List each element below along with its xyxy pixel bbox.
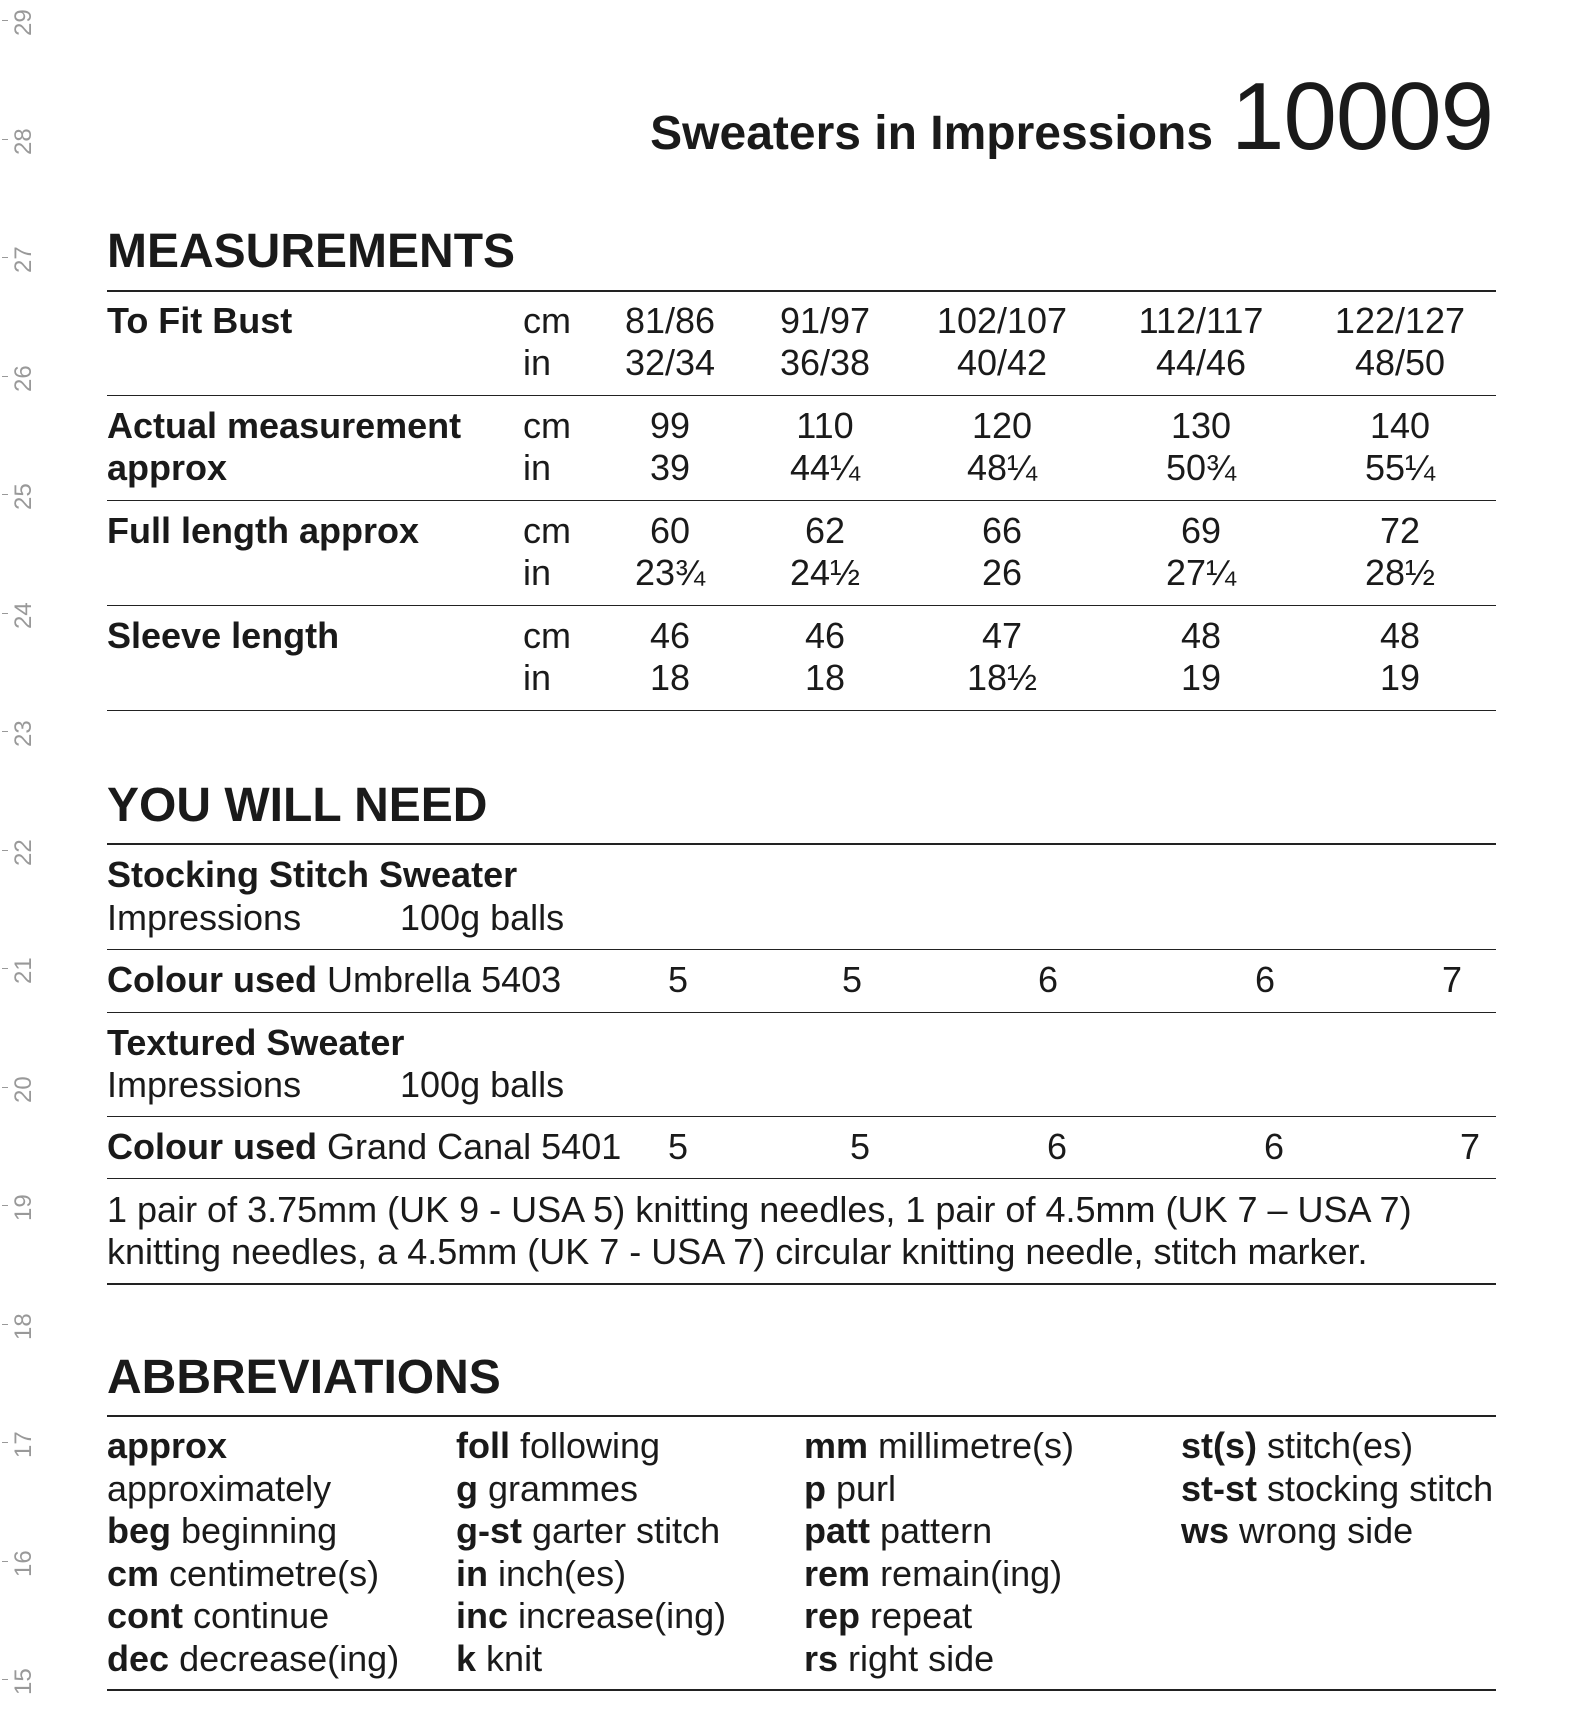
- ruler-tick: [2, 1561, 8, 1562]
- abbreviations-heading: ABBREVIATIONS: [107, 1351, 501, 1404]
- abbreviation-term: st-st: [1181, 1467, 1258, 1509]
- ruler-number: 16: [10, 1549, 37, 1577]
- abbreviation-meaning: inch(es): [498, 1552, 627, 1594]
- size-value: 32/34: [624, 342, 716, 383]
- abbreviation-meaning: pattern: [880, 1510, 993, 1551]
- size-value: 69: [1180, 510, 1222, 551]
- page-ruler: [0, 0, 48, 1728]
- abbreviation-meaning: following: [520, 1425, 661, 1466]
- abbreviation-term: k: [456, 1637, 477, 1679]
- stocking-ball: 100g balls: [400, 897, 565, 938]
- size-value: 28½: [1364, 552, 1436, 593]
- abbreviation-term: g-st: [456, 1510, 522, 1551]
- abbreviation-entry: [107, 1510, 337, 1553]
- abbreviation-entry: [107, 1468, 331, 1511]
- abbreviation-term: foll: [456, 1425, 510, 1466]
- divider: [107, 843, 1496, 845]
- size-value: 72: [1379, 510, 1421, 551]
- divider: [107, 1689, 1496, 1691]
- size-value: 39: [649, 447, 691, 488]
- abbreviation-entry: [804, 1595, 972, 1638]
- size-value: 46: [804, 615, 846, 656]
- abbreviation-entry: [804, 1638, 994, 1681]
- ruler-tick: [2, 376, 8, 377]
- abbreviation-term: g: [456, 1467, 478, 1509]
- unit-label: in: [523, 447, 552, 488]
- size-value: 102/107: [936, 300, 1068, 341]
- ruler-number: 28: [10, 127, 37, 155]
- ruler-number: 23: [10, 720, 37, 747]
- abbreviation-meaning: beginning: [181, 1510, 338, 1551]
- abbreviation-meaning: stitch(es): [1267, 1425, 1414, 1466]
- needles-line: knitting needles, a 4.5mm (UK 7 - USA 7) circular knitting needle, stitch marker.: [107, 1231, 1368, 1272]
- ball-qty: 5: [842, 959, 863, 1000]
- abbreviation-term: beg: [107, 1510, 172, 1551]
- size-value: 48/50: [1354, 342, 1446, 383]
- abbreviation-entry: [804, 1553, 1062, 1596]
- ruler-number: 29: [10, 9, 37, 36]
- size-value: 110: [796, 405, 854, 446]
- ruler-tick: [2, 1087, 8, 1088]
- size-value: 23¾: [634, 552, 706, 593]
- abbreviation-term: st(s): [1181, 1425, 1258, 1466]
- abbreviation-meaning: millimetre(s): [878, 1425, 1075, 1466]
- size-value: 18: [649, 657, 691, 698]
- stocking-yarn: Impressions: [107, 897, 302, 938]
- size-value: 140: [1369, 405, 1431, 446]
- abbreviation-entry: [107, 1553, 379, 1596]
- ball-qty: 7: [1442, 959, 1463, 1000]
- size-value: 60: [649, 510, 691, 551]
- abbreviation-term: in: [456, 1552, 488, 1594]
- ball-qty: 6: [1038, 959, 1059, 1000]
- ruler-number: 20: [10, 1075, 37, 1103]
- divider: [107, 1012, 1496, 1013]
- abbreviation-term: rs: [804, 1637, 839, 1679]
- ruler-number: 15: [10, 1668, 37, 1695]
- size-value: 55¼: [1364, 447, 1436, 488]
- size-value: 120: [971, 405, 1033, 446]
- divider: [107, 500, 1496, 501]
- abbreviation-entry: [804, 1468, 896, 1511]
- ruler-number: 18: [10, 1312, 37, 1340]
- size-value: 91/97: [779, 300, 871, 341]
- abbreviation-entry: [804, 1510, 992, 1553]
- abbreviation-meaning: right side: [848, 1637, 995, 1679]
- abbreviation-entry: [456, 1553, 626, 1596]
- colour-name: Umbrella 5403: [327, 959, 562, 1000]
- size-value: 99: [649, 405, 691, 446]
- row-label: Actual measurement: [107, 405, 462, 446]
- ruler-number: 26: [10, 364, 37, 392]
- ruler-number: 24: [10, 601, 37, 629]
- abbreviation-entry: [456, 1425, 660, 1468]
- abbreviation-term: rem: [804, 1552, 871, 1594]
- size-value: 19: [1379, 657, 1421, 698]
- ball-qty: 5: [850, 1126, 871, 1167]
- colour-used-label: Colour used: [107, 959, 318, 1000]
- textured-title: Textured Sweater: [107, 1022, 405, 1063]
- row-label: Full length approx: [107, 510, 419, 551]
- size-value: 18½: [966, 657, 1038, 698]
- size-value: 47: [981, 615, 1023, 656]
- abbreviation-term: inc: [456, 1595, 509, 1636]
- page-title: [650, 62, 1493, 172]
- abbreviation-term: rep: [804, 1595, 861, 1636]
- abbreviation-meaning: garter stitch: [532, 1510, 721, 1551]
- divider: [107, 290, 1496, 292]
- abbreviation-meaning: continue: [193, 1595, 330, 1636]
- unit-label: in: [523, 552, 552, 593]
- ruler-number: 22: [10, 838, 37, 866]
- size-value: 122/127: [1334, 300, 1466, 341]
- abbreviation-term: approx: [107, 1425, 228, 1466]
- abbreviation-entry: [107, 1595, 329, 1638]
- ruler-tick: [2, 20, 8, 21]
- size-value: 26: [981, 552, 1023, 593]
- ruler-tick: [2, 968, 8, 969]
- size-value: 62: [804, 510, 846, 551]
- row-label: To Fit Bust: [107, 300, 293, 341]
- abbreviation-entry: [1181, 1425, 1413, 1468]
- divider: [107, 395, 1496, 396]
- ruler-tick: [2, 1442, 8, 1443]
- ball-qty: 5: [668, 1126, 689, 1167]
- unit-label: cm: [523, 405, 571, 446]
- size-value: 50¾: [1165, 447, 1237, 488]
- ruler-number: 21: [10, 957, 37, 984]
- size-value: 19: [1180, 657, 1222, 698]
- ruler-tick: [2, 1679, 8, 1680]
- pattern-title: Sweaters in Impressions: [650, 107, 1214, 160]
- size-value: 44/46: [1155, 342, 1247, 383]
- ruler-tick: [2, 850, 8, 851]
- divider: [107, 1178, 1496, 1179]
- unit-label: in: [523, 342, 552, 383]
- size-value: 44¼: [789, 447, 861, 488]
- ruler-tick: [2, 613, 8, 614]
- abbreviation-term: patt: [804, 1510, 870, 1551]
- abbreviation-entry: [804, 1425, 1074, 1468]
- textured-yarn: Impressions: [107, 1064, 302, 1105]
- ball-qty: 7: [1460, 1126, 1481, 1167]
- you-will-need-heading: YOU WILL NEED: [107, 779, 488, 832]
- unit-label: cm: [523, 615, 571, 656]
- ball-qty: 6: [1255, 959, 1276, 1000]
- divider: [107, 1415, 1496, 1417]
- divider: [107, 605, 1496, 606]
- colour-used-label: Colour used: [107, 1126, 318, 1167]
- ruler-number: 27: [10, 246, 37, 273]
- divider: [107, 1283, 1496, 1285]
- ruler-tick: [2, 731, 8, 732]
- abbreviation-term: cm: [107, 1552, 160, 1594]
- abbreviation-term: mm: [804, 1425, 869, 1466]
- size-value: 130: [1170, 405, 1232, 446]
- abbreviation-entry: [107, 1638, 399, 1681]
- size-value: 36/38: [779, 342, 871, 383]
- ruler-tick: [2, 1205, 8, 1206]
- ball-qty: 6: [1047, 1126, 1068, 1167]
- abbreviation-term: dec: [107, 1637, 170, 1679]
- stocking-colour: [107, 959, 561, 1001]
- ruler-number: 19: [10, 1194, 37, 1221]
- abbreviation-entry: [456, 1510, 720, 1553]
- ruler-tick: [2, 1324, 8, 1325]
- size-value: 48: [1180, 615, 1222, 656]
- abbreviation-term: cont: [107, 1595, 183, 1636]
- unit-label: in: [523, 657, 552, 698]
- size-value: 24½: [789, 552, 861, 593]
- size-value: 18: [804, 657, 846, 698]
- abbreviation-term: p: [804, 1467, 826, 1509]
- pattern-number: 10009: [1231, 63, 1493, 170]
- size-value: 27¼: [1165, 552, 1237, 593]
- needles-line: 1 pair of 3.75mm (UK 9 - USA 5) knitting needles, 1 pair of 4.5mm (UK 7 – USA 7): [107, 1189, 1412, 1230]
- colour-name: Grand Canal 5401: [327, 1126, 622, 1167]
- size-value: 48¼: [966, 447, 1038, 488]
- abbreviation-meaning: wrong side: [1239, 1510, 1414, 1551]
- abbreviation-entry: [456, 1468, 638, 1511]
- ruler-tick: [2, 257, 8, 258]
- abbreviation-meaning: increase(ing): [518, 1595, 727, 1636]
- textured-ball: 100g balls: [400, 1064, 565, 1105]
- size-value: 40/42: [956, 342, 1048, 383]
- abbreviation-meaning: remain(ing): [880, 1552, 1063, 1594]
- divider: [107, 710, 1496, 711]
- ruler-number: 25: [10, 483, 37, 510]
- row-label: Sleeve length: [107, 615, 340, 656]
- abbreviation-term: ws: [1181, 1510, 1230, 1551]
- divider: [107, 1116, 1496, 1117]
- divider: [107, 949, 1496, 950]
- abbreviation-meaning: centimetre(s): [169, 1552, 380, 1594]
- ball-qty: 5: [668, 959, 689, 1000]
- ball-qty: 6: [1264, 1126, 1285, 1167]
- stocking-title: Stocking Stitch Sweater: [107, 854, 518, 895]
- abbreviation-meaning: purl: [836, 1467, 897, 1509]
- unit-label: cm: [523, 510, 571, 551]
- ruler-tick: [2, 494, 8, 495]
- abbreviation-meaning: knit: [486, 1637, 543, 1679]
- abbreviation-meaning: stocking stitch: [1267, 1467, 1494, 1509]
- size-value: 46: [649, 615, 691, 656]
- ruler-number: 17: [10, 1431, 37, 1458]
- row-label: approx: [107, 447, 228, 488]
- size-value: 66: [981, 510, 1023, 551]
- abbreviation-meaning: repeat: [870, 1595, 973, 1636]
- abbreviation-meaning: grammes: [488, 1467, 639, 1509]
- abbreviation-meaning: approximately: [107, 1467, 332, 1509]
- size-value: 48: [1379, 615, 1421, 656]
- ruler-tick: [2, 139, 8, 140]
- abbreviation-entry: [107, 1425, 227, 1468]
- abbreviation-entry: [456, 1595, 726, 1638]
- measurements-heading: MEASUREMENTS: [107, 225, 516, 278]
- textured-colour: [107, 1126, 621, 1168]
- abbreviation-entry: [1181, 1468, 1493, 1511]
- size-value: 112/117: [1138, 300, 1264, 341]
- abbreviation-entry: [456, 1638, 542, 1681]
- size-value: 81/86: [624, 300, 716, 341]
- unit-label: cm: [523, 300, 571, 341]
- abbreviation-meaning: decrease(ing): [179, 1637, 400, 1679]
- abbreviation-entry: [1181, 1510, 1413, 1553]
